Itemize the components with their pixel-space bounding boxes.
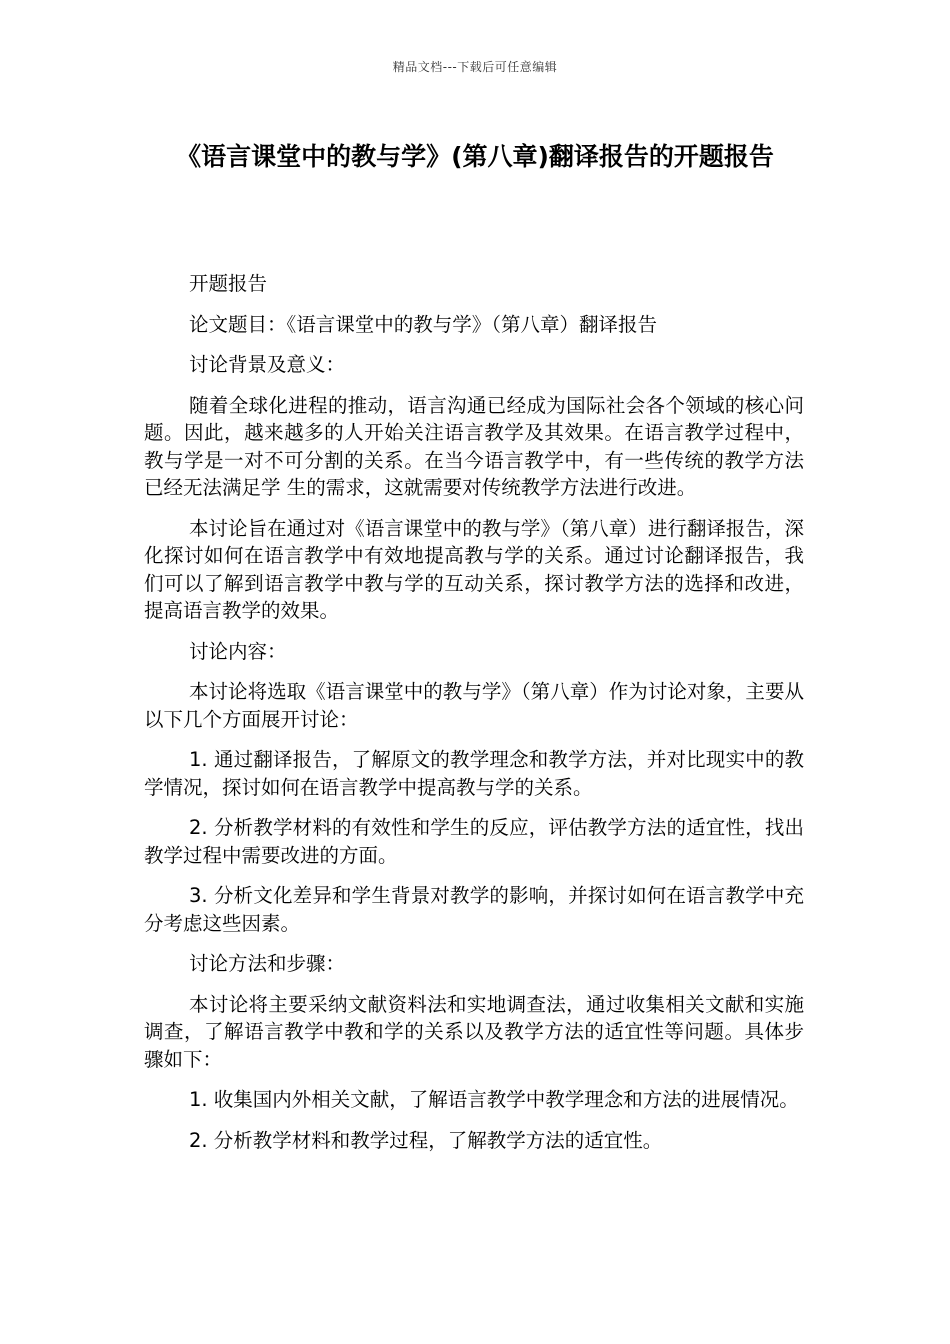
section-heading-background: 讨论背景及意义： [189,353,346,376]
list-item: 2. 分析教学材料和教学过程，了解教学方法的适宜性。 [189,1128,663,1152]
section-heading-content: 讨论内容： [189,639,287,663]
body-paragraph: 本讨论将选取《语言课堂中的教与学》（第八章）作为讨论对象，主要从以下几个方面展开讨论： [144,680,804,731]
body-paragraph: 本讨论将主要采纳文献资料法和实地调查法，通过收集相关文献和实施调查，了解语言教学中教和学的关系以及教学方法的适宜性等问题。具体步骤如下： [144,992,804,1071]
section-label-proposal: 开题报告 [189,272,268,295]
body-paragraph: 随着全球化进程的推动，语言沟通已经成为国际社会各个领域的核心问题。因此，越来越多的人开始关注语言教学及其效果。在语言教学过程中，教与学是一对不可分割的关系。在当今语言教学中，有一些传统的教学方法已经无法满足学 生的需求，这就需要对传统教学方法进行改进。 [144,393,804,499]
thesis-title-line: 论文题目：《语言课堂中的教与学》（第八章）翻译报告 [189,312,658,336]
body-paragraph: 本讨论旨在通过对《语言课堂中的教与学》（第八章）进行翻译报告，深化探讨如何在语言教学中有效地提高教与学的关系。通过讨论翻译报告，我们可以了解到语言教学中教与学的互动关系，探讨教学方法的选择和改进，提高语言教学的效果。 [144,516,804,622]
list-item: 3. 分析文化差异和学生背景对教学的影响，并探讨如何在语言教学中充分考虑这些因素。 [144,884,804,935]
header-note: 精品文档---下载后可任意编辑 [392,60,558,74]
list-item: 1. 通过翻译报告，了解原文的教学理念和教学方法，并对比现实中的教学情况，探讨如何在语言教学中提高教与学的关系。 [144,748,804,799]
document-title: 《语言课堂中的教与学》(第八章)翻译报告的开题报告 [176,142,774,171]
list-item: 2. 分析教学材料的有效性和学生的反应，评估教学方法的适宜性，找出教学过程中需要改进的方面。 [144,816,804,867]
list-item: 1. 收集国内外相关文献，了解语言教学中教学理念和方法的进展情况。 [189,1088,799,1111]
section-heading-methods: 讨论方法和步骤： [189,952,346,975]
document-body [144,270,804,1167]
